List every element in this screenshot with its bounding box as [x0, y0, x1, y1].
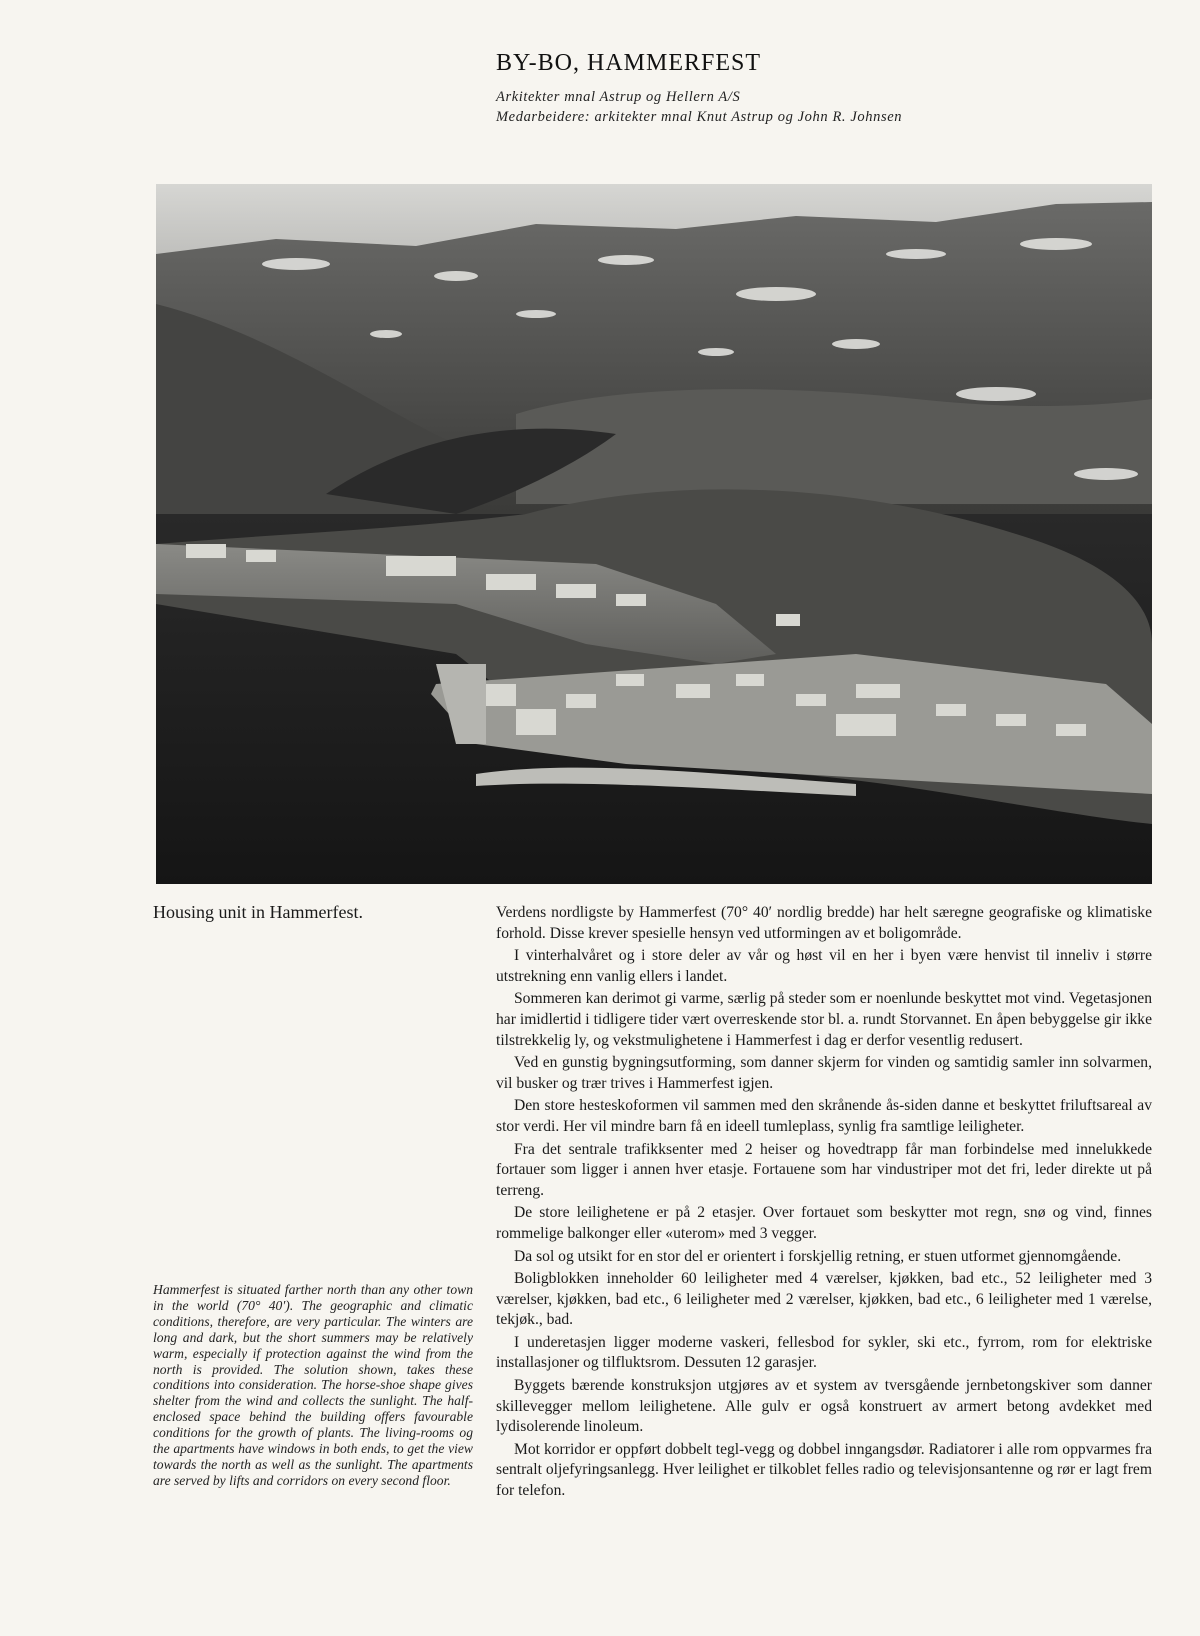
- photo-illustration: [156, 184, 1152, 884]
- body-paragraph: Da sol og utsikt for en stor del er orientert i forskjellig retning, er stuen utformet gjennomgående.: [514, 1247, 1122, 1265]
- body-paragraph: Fra det sentrale trafikksenter med 2 heiser og hovedtrapp får man forbindelse med innelukkede fortauer som ligger i annen hver etasje. Fortauene som har vindustriper mot det fri, leder direkte ut på terreng.: [496, 1140, 1152, 1199]
- body-paragraph: Byggets bærende konstruksjon utgjøres av et system av tversgående jernbetongskiver som danner skillevegger mellom leilighetene. Alle gulv er også konstruert av armert betong avdekket med lydisolerende linoleum.: [496, 1377, 1152, 1436]
- page-header: [496, 50, 1056, 127]
- body-paragraph: Verdens nordligste by Hammerfest (70° 40′ nordlig bredde) har helt særegne geografiske og klimatiske forhold. Disse krever spesielle hensyn ved utformingen av et boligområde.: [496, 904, 1152, 942]
- body-paragraph: Den store hesteskoformen vil sammen med den skrånende ås-siden danne et beskyttet friluftsareal av stor verdi. Her vil mindre barn få en ideell tumleplass, synlig fra samtlige leiligheter.: [496, 1097, 1152, 1135]
- body-paragraph: De store leilighetene er på 2 etasjer. Over fortauet som beskytter mot regn, snø og vind, finnes rommelige balkonger eller «uterom» med 3 vegger.: [496, 1204, 1152, 1242]
- body-paragraph: Ved en gunstig bygningsutforming, som danner skjerm for vinden og samtidig samler inn solvarmen, vil busker og trær trives i Hammerfest igjen.: [496, 1054, 1152, 1092]
- article-body: [496, 903, 1152, 1504]
- aerial-photo-hammerfest: [156, 184, 1152, 884]
- article-title: BY-BO, HAMMERFEST: [496, 50, 762, 76]
- collaborators-credit: Medarbeidere: arkitekter mnal Knut Astrup og John R. Johnsen: [496, 109, 903, 125]
- photo-caption-english: Housing unit in Hammerfest.: [153, 902, 363, 922]
- body-paragraph: Boligblokken inneholder 60 leiligheter med 4 værelser, kjøkken, bad etc., 52 leiligheter med 3 værelser, kjøkken, bad etc., 6 leiligheter med 2 værelser, kjøkken, bad etc., 6 leiligheter med 1 værelse, tekjøk., bad.: [496, 1270, 1152, 1329]
- body-paragraph: Mot korridor er oppført dobbelt tegl-vegg og dobbel inngangsdør. Radiatorer i alle rom oppvarmes fra sentralt oljefyringsanlegg. Hver leilighet er tilkoblet felles radio og televisjonsantenne og rør er lagt frem for telefon.: [496, 1440, 1152, 1500]
- body-paragraph: I vinterhalvåret og i store deler av vår og høst vil en her i byen være henvist til inneliv i større utstrekning enn vanlig ellers i landet.: [496, 947, 1152, 985]
- body-paragraph: Sommeren kan derimot gi varme, særlig på steder som er noenlunde beskyttet mot vind. Vegetasjonen har imidlertid i tidligere tider vært overreskende stor bl. a. rundt Storvannet. En åpen bebyggelse gir ikke tilstrekkelig ly, og vekstmulighetene i Hammerfest i dag er derfor vesentlig redusert.: [496, 990, 1152, 1049]
- body-paragraph: I underetasjen ligger moderne vaskeri, fellesbod for sykler, ski etc., fyrrom, rom for elektriske installasjoner og tilfluktsrom. Dessuten 12 garasjer.: [496, 1333, 1152, 1372]
- english-summary: Hammerfest is situated farther north than any other town in the world (70° 40′). The geographic and climatic conditions, therefore, are very particular. The winters are long and dark, but the short summers may be relatively warm, especially if protection against the wind from the north is provided. The solution shown, takes these conditions into consideration. The horse-shoe shape gives shelter from the wind and collects the sunlight. The half-enclosed space behind the building offers favourable conditions for the growth of plants. The living-rooms og the apartments have windows in both ends, to get the view towards the north as well as the sunlight. The apartments are served by lifts and corridors on every second floor.: [153, 1282, 473, 1488]
- architects-credit: Arkitekter mnal Astrup og Hellern A/S: [496, 89, 741, 105]
